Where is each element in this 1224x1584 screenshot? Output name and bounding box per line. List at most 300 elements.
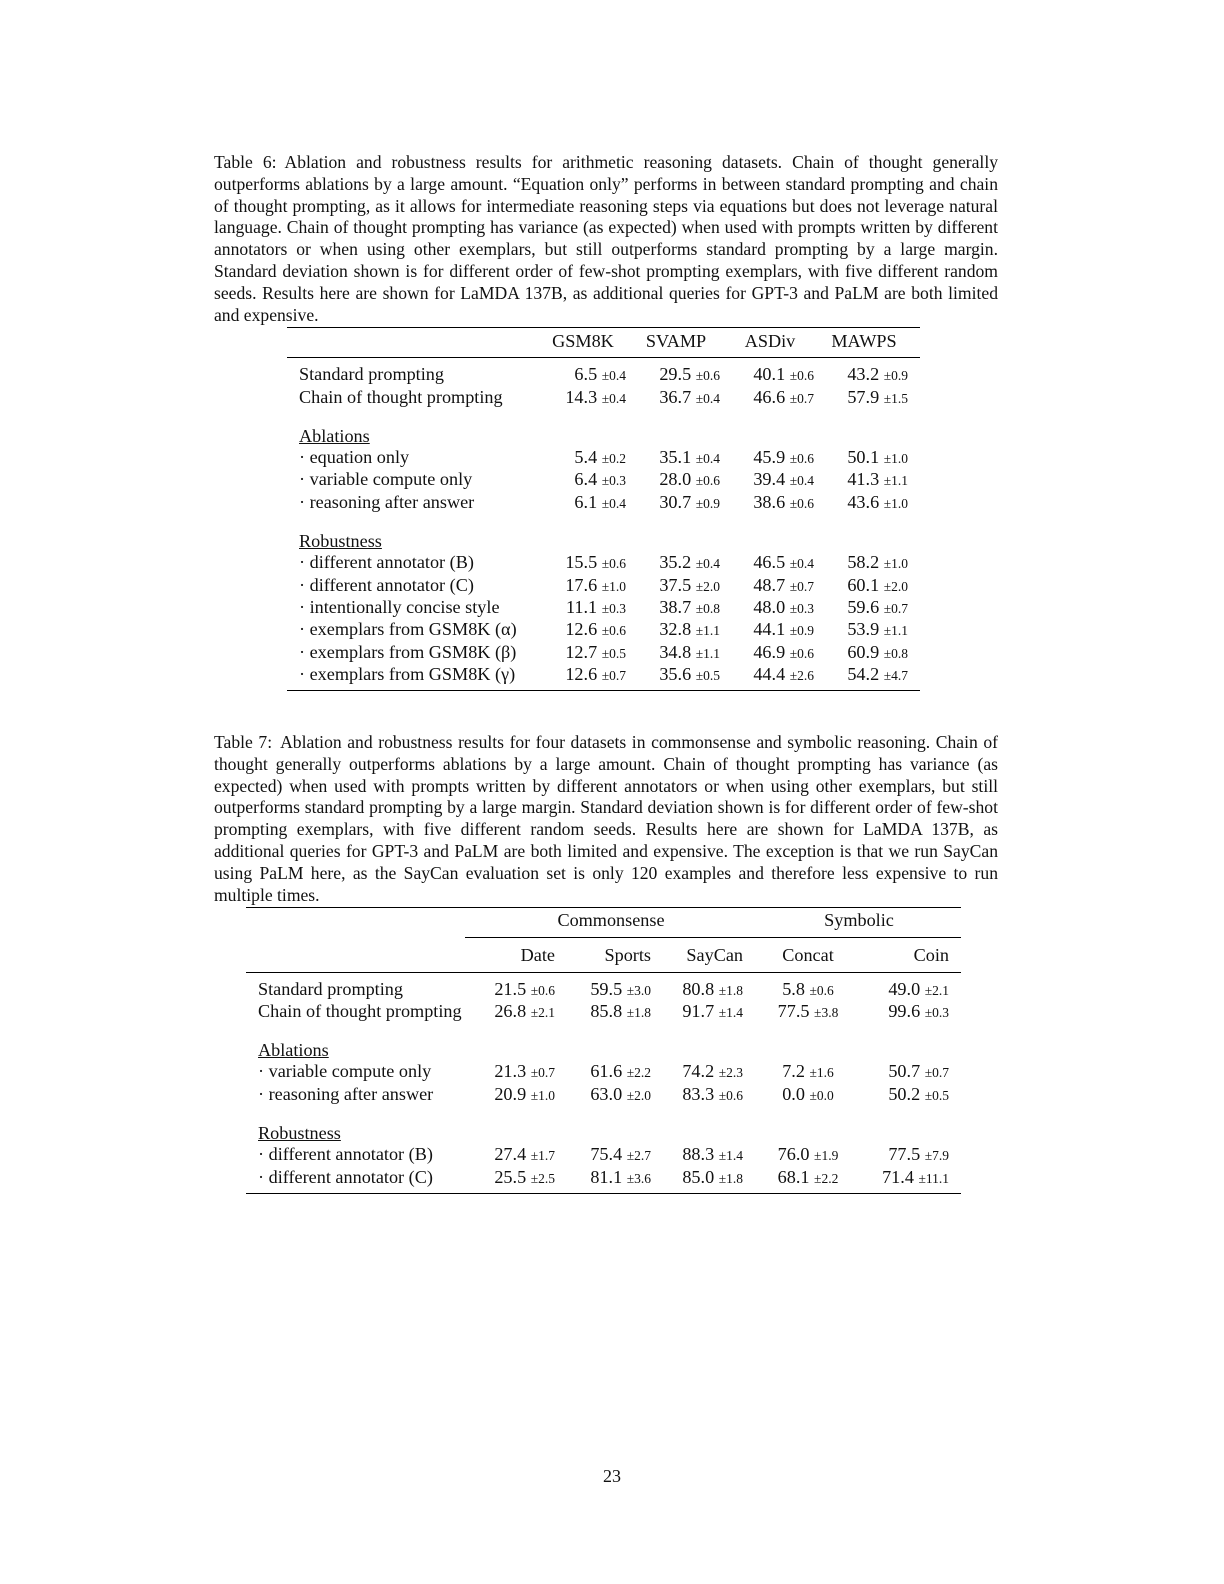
value-cell [726, 642, 820, 664]
value-cell [559, 1167, 655, 1194]
cell-std-dev: ±0.7 [530, 1065, 555, 1081]
value-cell [540, 469, 632, 491]
value-cell [540, 664, 632, 691]
cell-value: 11.1 [566, 596, 598, 617]
value-cell [540, 575, 632, 597]
value-cell [559, 1040, 655, 1061]
cell-std-dev: ±3.6 [626, 1170, 651, 1186]
cell-value: 71.4 [882, 1166, 914, 1187]
cell-std-dev: ±0.4 [789, 473, 814, 489]
cell-std-dev: ±0.3 [924, 1004, 949, 1020]
row-label: · exemplars from GSM8K (α) [299, 619, 517, 640]
value-cell [465, 1144, 559, 1166]
cell-value: 26.8 [494, 1000, 527, 1021]
cell-value: 12.6 [565, 663, 598, 684]
cell-value: 6.5 [574, 364, 598, 385]
value-cell [632, 358, 726, 387]
cell-value: 60.1 [847, 574, 880, 595]
cell-std-dev: ±11.1 [918, 1170, 949, 1186]
table-7-body [246, 972, 961, 1193]
value-cell [632, 619, 726, 641]
value-cell [540, 619, 632, 641]
cell-std-dev: ±1.8 [718, 982, 743, 998]
cell-std-dev: ±1.4 [718, 1004, 743, 1020]
table-row [246, 1167, 961, 1194]
cell-value: 54.2 [847, 663, 880, 684]
cell-std-dev: ±1.0 [601, 578, 626, 594]
cell-std-dev: ±1.4 [718, 1148, 743, 1164]
cell-std-dev: ±0.7 [789, 578, 814, 594]
value-cell [540, 426, 632, 447]
cell-value: 76.0 [777, 1144, 810, 1165]
cell-value: 25.5 [494, 1166, 527, 1187]
cell-value: 32.8 [659, 619, 692, 640]
table-6-caption-text: Ablation and robustness results for arithmetic reasoning datasets. Chain of thought generally outperforms ablations by a large amount. “Equation only” performs in between standard prompting and chain of thought prompting, as it allows for intermediate reasoning steps via equations but does not leverage natural language. Chain of thought prompting has variance (as expected) when used with prompts written by different annotators or when using other exemplars, but still outperforms standard prompting by a large margin. Standard deviation shown is for different order of few-shot prompting exemplars, with five different random seeds. Results here are shown for LaMDA 137B, as additional queries for GPT-3 and PaLM are both limited and expensive. [214, 152, 998, 325]
cell-value: 80.8 [682, 978, 715, 999]
value-cell [655, 972, 757, 1001]
table-7-header-blank [246, 938, 465, 972]
value-cell [757, 1001, 859, 1023]
value-cell [859, 1123, 961, 1144]
cell-value: 5.4 [574, 447, 598, 468]
cell-std-dev: ±4.7 [883, 667, 908, 683]
cell-value: 74.2 [682, 1061, 715, 1082]
col-header-asdiv: ASDiv [726, 328, 820, 358]
cell-std-dev: ±0.6 [809, 982, 834, 998]
row-label: · equation only [299, 447, 410, 468]
value-cell [820, 426, 920, 447]
cell-value: 6.4 [574, 469, 598, 490]
cell-value: 14.3 [565, 386, 598, 407]
cell-value: 46.6 [753, 386, 786, 407]
col-header-saycan: SayCan [655, 938, 757, 972]
cell-std-dev: ±1.8 [718, 1170, 743, 1186]
value-cell [726, 597, 820, 619]
cell-value: 77.5 [777, 1000, 810, 1021]
cell-std-dev: ±1.5 [883, 390, 908, 406]
cell-std-dev: ±7.9 [924, 1148, 949, 1164]
cell-std-dev: ±0.7 [924, 1065, 949, 1081]
cell-std-dev: ±0.6 [695, 368, 720, 384]
value-cell [820, 664, 920, 691]
row-label: · variable compute only [299, 469, 473, 490]
cell-std-dev: ±0.9 [789, 623, 814, 639]
cell-std-dev: ±0.0 [809, 1087, 834, 1103]
value-cell [655, 1040, 757, 1061]
cell-value: 15.5 [565, 552, 598, 573]
row-label: · intentionally concise style [299, 596, 500, 617]
cell-std-dev: ±2.1 [924, 982, 949, 998]
value-cell [632, 597, 726, 619]
cell-std-dev: ±3.0 [626, 982, 651, 998]
cell-value: 40.1 [753, 364, 786, 385]
cell-std-dev: ±2.0 [626, 1087, 651, 1103]
section-spacer [287, 514, 920, 531]
cell-value: 75.4 [590, 1144, 623, 1165]
group-header-symbolic: Symbolic [757, 908, 961, 938]
value-cell [820, 447, 920, 469]
section-spacer-cell [287, 409, 920, 426]
value-cell [757, 1123, 859, 1144]
cell-std-dev: ±2.7 [626, 1148, 651, 1164]
value-cell [859, 1144, 961, 1166]
value-cell [820, 552, 920, 574]
value-cell [632, 447, 726, 469]
cell-std-dev: ±1.0 [883, 495, 908, 511]
table-6-caption [214, 152, 998, 326]
value-cell [726, 387, 820, 409]
value-cell [726, 358, 820, 387]
cell-value: 59.5 [590, 978, 623, 999]
cell-std-dev: ±0.6 [530, 982, 555, 998]
value-cell [757, 1084, 859, 1106]
cell-std-dev: ±0.6 [601, 556, 626, 572]
cell-std-dev: ±0.6 [789, 368, 814, 384]
section-label [287, 531, 540, 552]
cell-std-dev: ±0.7 [883, 600, 908, 616]
cell-value: 0.0 [782, 1083, 805, 1104]
value-cell [540, 492, 632, 514]
row-label: · variable compute only [258, 1061, 432, 1082]
table-7-caption-text: Ablation and robustness results for four datasets in commonsense and symbolic reasoning. Chain of thought generally outperforms ablations by a large amount. Chain of thought prompting has variance (as expected) when used with prompts written by different annotators or when using other exemplars, but still outperforms standard prompting by a large margin. Standard deviation shown is for different order of few-shot prompting exemplars, with five different random seeds. Results here are shown for LaMDA 137B, as additional queries for GPT-3 and PaLM are both limited and expensive. The exception is that we run SayCan using PaLM here, as the SayCan evaluation set is only 120 examples and therefore less expensive to run multiple times. [214, 732, 998, 905]
table-7-group-blank [246, 908, 465, 938]
value-cell [655, 1001, 757, 1023]
cell-std-dev: ±0.4 [601, 368, 626, 384]
cell-std-dev: ±2.0 [695, 578, 720, 594]
value-cell [726, 447, 820, 469]
value-cell [465, 1167, 559, 1194]
table-7 [246, 907, 961, 1194]
cell-std-dev: ±1.1 [883, 473, 908, 489]
value-cell [726, 426, 820, 447]
table-row [246, 972, 961, 1001]
value-cell [726, 469, 820, 491]
cell-value: 50.7 [888, 1061, 921, 1082]
cell-value: 88.3 [682, 1144, 715, 1165]
cell-std-dev: ±0.4 [695, 390, 720, 406]
value-cell [859, 972, 961, 1001]
cell-value: 35.2 [659, 552, 692, 573]
cell-std-dev: ±0.6 [695, 473, 720, 489]
table-6-label: Table 6: [214, 152, 277, 172]
cell-value: 44.1 [753, 619, 786, 640]
cell-std-dev: ±0.6 [789, 645, 814, 661]
cell-std-dev: ±0.6 [789, 451, 814, 467]
cell-std-dev: ±0.6 [718, 1087, 743, 1103]
value-cell [726, 619, 820, 641]
table-row [287, 387, 920, 409]
cell-std-dev: ±1.0 [530, 1087, 555, 1103]
cell-std-dev: ±0.9 [883, 368, 908, 384]
row-label: · different annotator (B) [258, 1144, 433, 1165]
value-cell [559, 1123, 655, 1144]
section-spacer-cell [246, 1106, 961, 1123]
cell-value: 46.9 [753, 641, 786, 662]
table-row [287, 492, 920, 514]
col-header-gsm8k: GSM8K [540, 328, 632, 358]
cell-value: 37.5 [659, 574, 692, 595]
cell-value: 48.7 [753, 574, 786, 595]
table-6-header-blank [287, 328, 540, 358]
value-cell [726, 492, 820, 514]
section-header-row [246, 1123, 961, 1144]
section-header-row [246, 1040, 961, 1061]
cell-value: 53.9 [847, 619, 880, 640]
section-spacer [246, 1023, 961, 1040]
value-cell [632, 492, 726, 514]
row-label: · different annotator (B) [299, 552, 474, 573]
row-label: · different annotator (C) [299, 574, 474, 595]
value-cell [559, 1001, 655, 1023]
cell-value: 34.8 [659, 641, 692, 662]
row-label: · different annotator (C) [258, 1166, 433, 1187]
cell-std-dev: ±2.0 [883, 578, 908, 594]
section-label [287, 426, 540, 447]
section-label-text: Ablations [258, 1040, 329, 1061]
table-7-header-row [246, 938, 961, 972]
cell-std-dev: ±0.5 [601, 645, 626, 661]
value-cell [820, 575, 920, 597]
section-spacer-cell [287, 514, 920, 531]
cell-std-dev: ±0.7 [789, 390, 814, 406]
cell-std-dev: ±2.5 [530, 1170, 555, 1186]
value-cell [820, 531, 920, 552]
cell-std-dev: ±0.8 [883, 645, 908, 661]
row-label: Standard prompting [258, 978, 403, 999]
cell-value: 17.6 [565, 574, 598, 595]
value-cell [859, 1040, 961, 1061]
col-header-concat: Concat [757, 938, 859, 972]
value-cell [540, 531, 632, 552]
cell-std-dev: ±1.1 [883, 623, 908, 639]
cell-std-dev: ±0.3 [601, 473, 626, 489]
value-cell [465, 1001, 559, 1023]
section-header-row [287, 426, 920, 447]
value-cell [655, 1167, 757, 1194]
cell-std-dev: ±2.6 [789, 667, 814, 683]
value-cell [465, 972, 559, 1001]
row-label: · exemplars from GSM8K (β) [299, 641, 517, 662]
value-cell [859, 1001, 961, 1023]
cell-value: 58.2 [847, 552, 880, 573]
value-cell [859, 1084, 961, 1106]
table-7-label: Table 7: [214, 732, 273, 752]
cell-std-dev: ±1.9 [814, 1148, 839, 1164]
value-cell [820, 492, 920, 514]
cell-std-dev: ±1.8 [626, 1004, 651, 1020]
cell-value: 36.7 [659, 386, 692, 407]
cell-std-dev: ±2.2 [626, 1065, 651, 1081]
cell-value: 29.5 [659, 364, 692, 385]
row-label: · reasoning after answer [258, 1083, 434, 1104]
value-cell [632, 387, 726, 409]
value-cell [820, 387, 920, 409]
cell-value: 38.6 [753, 491, 786, 512]
value-cell [465, 1040, 559, 1061]
value-cell [465, 1061, 559, 1083]
cell-value: 44.4 [753, 663, 786, 684]
section-spacer [246, 1106, 961, 1123]
value-cell [726, 531, 820, 552]
value-cell [465, 1084, 559, 1106]
col-header-coin: Coin [859, 938, 961, 972]
section-spacer-cell [246, 1023, 961, 1040]
cell-value: 59.6 [847, 596, 880, 617]
value-cell [726, 664, 820, 691]
cell-value: 68.1 [777, 1166, 810, 1187]
cell-std-dev: ±1.1 [695, 645, 720, 661]
value-cell [726, 552, 820, 574]
cell-std-dev: ±0.2 [601, 451, 626, 467]
cell-std-dev: ±1.7 [530, 1148, 555, 1164]
cell-std-dev: ±0.7 [601, 667, 626, 683]
value-cell [757, 1144, 859, 1166]
value-cell [540, 642, 632, 664]
value-cell [540, 597, 632, 619]
cell-std-dev: ±0.5 [695, 667, 720, 683]
table-row [287, 597, 920, 619]
table-row [287, 575, 920, 597]
cell-value: 43.2 [847, 364, 880, 385]
cell-value: 57.9 [847, 386, 880, 407]
value-cell [465, 1123, 559, 1144]
value-cell [632, 469, 726, 491]
table-6 [287, 327, 920, 691]
cell-value: 27.4 [494, 1144, 527, 1165]
table-6-header-row [287, 328, 920, 358]
cell-value: 28.0 [659, 469, 692, 490]
row-label: Standard prompting [299, 364, 444, 385]
cell-value: 7.2 [782, 1061, 805, 1082]
table-row [246, 1084, 961, 1106]
table-row [287, 619, 920, 641]
section-label [246, 1123, 465, 1144]
value-cell [632, 664, 726, 691]
table-row [287, 664, 920, 691]
col-header-sports: Sports [559, 938, 655, 972]
cell-value: 35.6 [659, 663, 692, 684]
row-label: Chain of thought prompting [299, 386, 503, 407]
cell-value: 50.1 [847, 447, 880, 468]
value-cell [655, 1144, 757, 1166]
group-header-commonsense: Commonsense [465, 908, 757, 938]
value-cell [757, 1167, 859, 1194]
cell-value: 35.1 [659, 447, 692, 468]
value-cell [655, 1123, 757, 1144]
value-cell [540, 447, 632, 469]
cell-std-dev: ±2.2 [814, 1170, 839, 1186]
cell-value: 61.6 [590, 1061, 623, 1082]
cell-std-dev: ±0.4 [601, 495, 626, 511]
cell-value: 63.0 [590, 1083, 623, 1104]
cell-std-dev: ±0.3 [601, 600, 626, 616]
value-cell [632, 531, 726, 552]
cell-value: 91.7 [682, 1000, 715, 1021]
value-cell [820, 597, 920, 619]
cell-std-dev: ±3.8 [814, 1004, 839, 1020]
value-cell [540, 387, 632, 409]
cell-value: 85.0 [682, 1166, 715, 1187]
value-cell [820, 619, 920, 641]
section-spacer [287, 409, 920, 426]
table-7-group-row [246, 908, 961, 938]
table-row [287, 469, 920, 491]
cell-std-dev: ±0.3 [789, 600, 814, 616]
value-cell [726, 575, 820, 597]
value-cell [540, 358, 632, 387]
section-label-text: Ablations [299, 425, 370, 446]
table-row [246, 1001, 961, 1023]
cell-std-dev: ±0.4 [695, 451, 720, 467]
table-row [246, 1061, 961, 1083]
cell-value: 6.1 [574, 491, 598, 512]
value-cell [632, 575, 726, 597]
value-cell [757, 1061, 859, 1083]
cell-value: 60.9 [847, 641, 880, 662]
col-header-mawps: MAWPS [820, 328, 920, 358]
cell-value: 21.5 [494, 978, 527, 999]
cell-std-dev: ±0.5 [924, 1087, 949, 1103]
cell-value: 48.0 [753, 596, 786, 617]
value-cell [559, 1144, 655, 1166]
row-label: · reasoning after answer [299, 491, 475, 512]
cell-std-dev: ±0.6 [601, 623, 626, 639]
cell-std-dev: ±0.4 [789, 556, 814, 572]
cell-std-dev: ±0.9 [695, 495, 720, 511]
table-7-caption [214, 732, 998, 906]
table-6-body [287, 358, 920, 691]
cell-value: 21.3 [494, 1061, 527, 1082]
value-cell [655, 1061, 757, 1083]
cell-std-dev: ±1.6 [809, 1065, 834, 1081]
cell-value: 12.7 [565, 641, 598, 662]
cell-value: 38.7 [659, 596, 692, 617]
cell-value: 49.0 [888, 978, 921, 999]
cell-value: 83.3 [682, 1083, 715, 1104]
col-header-date: Date [465, 938, 559, 972]
value-cell [859, 1167, 961, 1194]
cell-std-dev: ±1.1 [695, 623, 720, 639]
cell-value: 39.4 [753, 469, 786, 490]
cell-value: 41.3 [847, 469, 880, 490]
table-row [287, 447, 920, 469]
row-label: Chain of thought prompting [258, 1000, 462, 1021]
cell-value: 12.6 [565, 619, 598, 640]
page-number: 23 [603, 1466, 621, 1486]
table-row [287, 552, 920, 574]
value-cell [859, 1061, 961, 1083]
table-row [287, 358, 920, 387]
value-cell [559, 1061, 655, 1083]
row-label: · exemplars from GSM8K (γ) [299, 663, 516, 684]
table-row [246, 1144, 961, 1166]
cell-value: 85.8 [590, 1000, 623, 1021]
cell-value: 5.8 [782, 978, 805, 999]
value-cell [559, 1084, 655, 1106]
section-label-text: Robustness [299, 531, 382, 552]
cell-value: 45.9 [753, 447, 786, 468]
section-label [246, 1040, 465, 1061]
cell-value: 43.6 [847, 491, 880, 512]
cell-std-dev: ±1.0 [883, 451, 908, 467]
section-header-row [287, 531, 920, 552]
col-header-svamp: SVAMP [632, 328, 726, 358]
value-cell [559, 972, 655, 1001]
value-cell [757, 1040, 859, 1061]
value-cell [540, 552, 632, 574]
value-cell [820, 642, 920, 664]
cell-std-dev: ±0.4 [601, 390, 626, 406]
